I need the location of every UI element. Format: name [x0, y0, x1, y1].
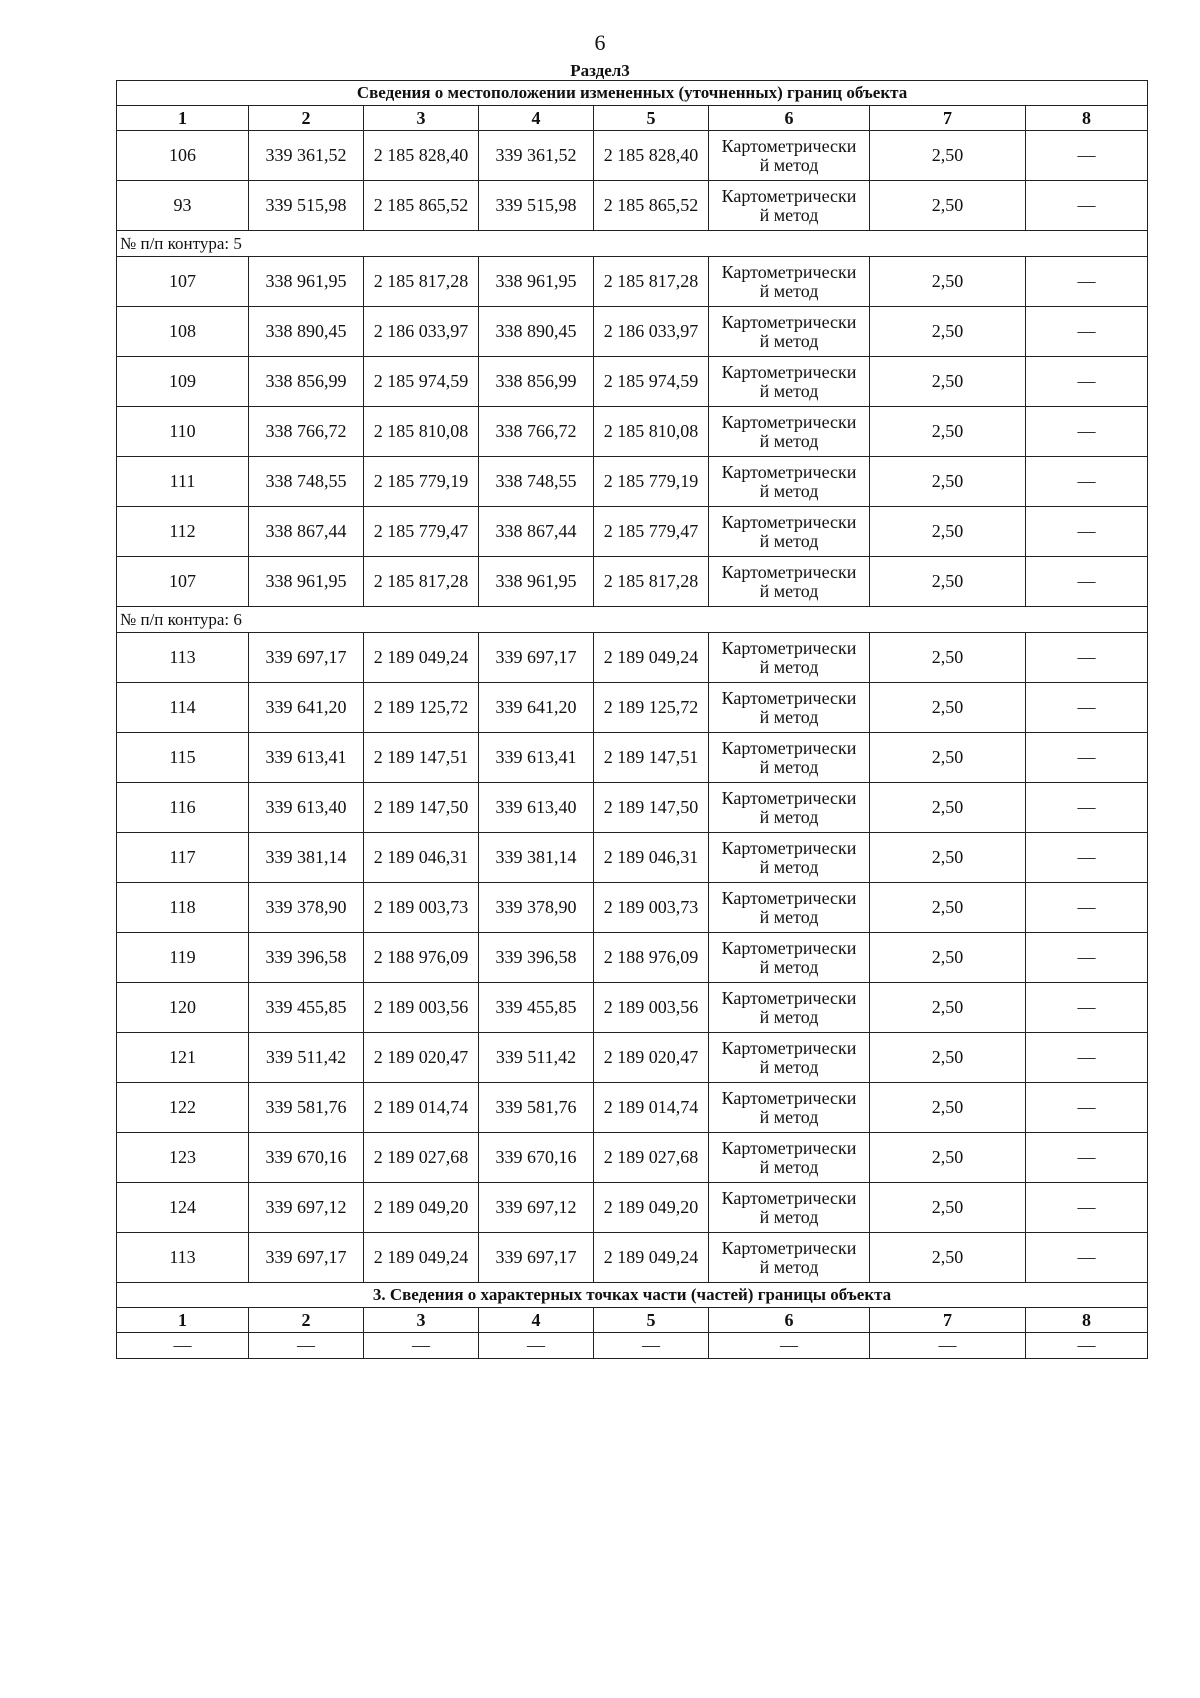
method-line: й метод: [759, 480, 819, 501]
table-cell: 122: [117, 1083, 249, 1133]
table-cell: 2 189 014,74: [594, 1083, 709, 1133]
method-line: й метод: [759, 530, 819, 551]
accuracy-cell: 2,50: [870, 307, 1026, 357]
method-cell: [709, 307, 870, 357]
column-header: 8: [1026, 1308, 1148, 1333]
method-cell: [709, 833, 870, 883]
contour-label: № п/п контура: 5: [117, 231, 1148, 257]
accuracy-cell: 2,50: [870, 633, 1026, 683]
table-row: [117, 507, 1148, 557]
table3-header-row: [117, 1308, 1148, 1333]
method-line: Картометрически: [721, 261, 857, 282]
method-line: й метод: [759, 204, 819, 225]
table-cell: 339 697,17: [249, 1233, 364, 1283]
table-cell: 2 185 779,19: [364, 457, 479, 507]
dash-cell: —: [1026, 683, 1148, 733]
method-line: Картометрически: [721, 937, 857, 958]
table-cell: 123: [117, 1133, 249, 1183]
table-cell: 339 581,76: [479, 1083, 594, 1133]
table-cell: 2 185 817,28: [364, 557, 479, 607]
table-cell: 338 748,55: [479, 457, 594, 507]
method-line: Картометрически: [721, 637, 857, 658]
table-row: [117, 357, 1148, 407]
table-cell: 121: [117, 1033, 249, 1083]
method-line: й метод: [759, 280, 819, 301]
accuracy-cell: 2,50: [870, 1183, 1026, 1233]
method-cell: [709, 181, 870, 231]
table-cell: 2 185 779,47: [364, 507, 479, 557]
accuracy-cell: 2,50: [870, 833, 1026, 883]
table-cell: 112: [117, 507, 249, 557]
table-cell: 339 361,52: [479, 131, 594, 181]
method-line: Картометрически: [721, 185, 857, 206]
table-cell: 115: [117, 733, 249, 783]
table3-caption: 3. Сведения о характерных точках части (частей) границы объекта: [117, 1283, 1148, 1308]
accuracy-cell: 2,50: [870, 733, 1026, 783]
table-cell: 339 697,17: [249, 633, 364, 683]
dash-cell: —: [1026, 783, 1148, 833]
accuracy-cell: 2,50: [870, 683, 1026, 733]
method-line: й метод: [759, 380, 819, 401]
table-cell: 2 189 147,50: [364, 783, 479, 833]
accuracy-cell: 2,50: [870, 407, 1026, 457]
table-row: [117, 257, 1148, 307]
method-line: й метод: [759, 956, 819, 977]
method-line: Картометрически: [721, 1187, 857, 1208]
page-number: 6: [594, 30, 606, 55]
table-cell: 2 185 779,19: [594, 457, 709, 507]
table-cell: 339 515,98: [479, 181, 594, 231]
column-header: 5: [594, 106, 709, 131]
table-cell: 339 396,58: [249, 933, 364, 983]
dash-cell: —: [249, 1333, 364, 1359]
table-cell: 2 185 810,08: [594, 407, 709, 457]
method-cell: [709, 357, 870, 407]
accuracy-cell: 2,50: [870, 1233, 1026, 1283]
table-cell: 119: [117, 933, 249, 983]
dash-cell: —: [1026, 507, 1148, 557]
table-cell: 338 748,55: [249, 457, 364, 507]
dash-cell: —: [1026, 1033, 1148, 1083]
table-cell: 2 188 976,09: [594, 933, 709, 983]
table-cell: 339 396,58: [479, 933, 594, 983]
dash-cell: —: [364, 1333, 479, 1359]
coordinates-table: [116, 80, 1148, 1359]
dash-cell: —: [870, 1333, 1026, 1359]
table-cell: 2 189 049,20: [594, 1183, 709, 1233]
column-header: 7: [870, 106, 1026, 131]
table-cell: 338 961,95: [479, 257, 594, 307]
method-line: й метод: [759, 330, 819, 351]
accuracy-cell: 2,50: [870, 1083, 1026, 1133]
table-cell: 338 961,95: [479, 557, 594, 607]
table-row: [117, 1233, 1148, 1283]
table-row: [117, 933, 1148, 983]
table-cell: 339 511,42: [479, 1033, 594, 1083]
table-cell: 2 189 049,24: [364, 1233, 479, 1283]
dash-cell: —: [1026, 1233, 1148, 1283]
table-cell: 93: [117, 181, 249, 231]
table-cell: 2 189 049,24: [594, 633, 709, 683]
table-cell: 339 641,20: [249, 683, 364, 733]
column-header: 5: [594, 1308, 709, 1333]
table-cell: 2 189 020,47: [364, 1033, 479, 1083]
dash-cell: —: [1026, 131, 1148, 181]
method-line: Картометрически: [721, 1237, 857, 1258]
method-line: Картометрически: [721, 411, 857, 432]
table-cell: 2 189 003,56: [594, 983, 709, 1033]
method-cell: [709, 1133, 870, 1183]
table-row: [117, 633, 1148, 683]
section-title: Раздел3: [570, 61, 630, 80]
table-cell: 338 867,44: [479, 507, 594, 557]
table-cell: 2 189 020,47: [594, 1033, 709, 1083]
accuracy-cell: 2,50: [870, 883, 1026, 933]
method-line: Картометрически: [721, 361, 857, 382]
table-cell: 339 641,20: [479, 683, 594, 733]
table-cell: 2 189 027,68: [364, 1133, 479, 1183]
table-cell: 108: [117, 307, 249, 357]
column-header: 2: [249, 106, 364, 131]
table-row: [117, 733, 1148, 783]
table-cell: 2 189 046,31: [594, 833, 709, 883]
table-cell: 111: [117, 457, 249, 507]
table-row: [117, 307, 1148, 357]
table-cell: 2 189 147,51: [364, 733, 479, 783]
column-header: 4: [479, 106, 594, 131]
dash-cell: —: [1026, 557, 1148, 607]
accuracy-cell: 2,50: [870, 181, 1026, 231]
table-row: [117, 1133, 1148, 1183]
method-line: й метод: [759, 856, 819, 877]
method-line: й метод: [759, 806, 819, 827]
table-cell: 338 890,45: [479, 307, 594, 357]
table-row: [117, 407, 1148, 457]
table-row: [117, 181, 1148, 231]
method-line: й метод: [759, 906, 819, 927]
table-cell: 339 697,17: [479, 1233, 594, 1283]
method-line: Картометрически: [721, 1037, 857, 1058]
accuracy-cell: 2,50: [870, 933, 1026, 983]
method-line: й метод: [759, 1156, 819, 1177]
table-row: [117, 983, 1148, 1033]
column-header: 3: [364, 106, 479, 131]
table-cell: 120: [117, 983, 249, 1033]
contour-label: № п/п контура: 6: [117, 607, 1148, 633]
method-line: Картометрически: [721, 987, 857, 1008]
dash-cell: —: [1026, 407, 1148, 457]
contour-row: [117, 607, 1148, 633]
method-cell: [709, 131, 870, 181]
method-cell: [709, 1033, 870, 1083]
table-cell: 2 189 147,50: [594, 783, 709, 833]
table-cell: 2 185 817,28: [594, 557, 709, 607]
table-cell: 338 856,99: [479, 357, 594, 407]
table-cell: 107: [117, 557, 249, 607]
column-header: 2: [249, 1308, 364, 1333]
method-line: й метод: [759, 430, 819, 451]
table-cell: 2 189 014,74: [364, 1083, 479, 1133]
accuracy-cell: 2,50: [870, 357, 1026, 407]
table-cell: 2 185 779,47: [594, 507, 709, 557]
table-cell: 339 455,85: [249, 983, 364, 1033]
dash-cell: —: [1026, 883, 1148, 933]
dash-cell: —: [117, 1333, 249, 1359]
table-row: [117, 557, 1148, 607]
table-cell: 2 189 147,51: [594, 733, 709, 783]
dash-cell: —: [1026, 1083, 1148, 1133]
method-cell: [709, 457, 870, 507]
table-cell: 339 670,16: [479, 1133, 594, 1183]
accuracy-cell: 2,50: [870, 131, 1026, 181]
coordinates-table-body: [117, 81, 1148, 1359]
method-cell: [709, 733, 870, 783]
table-row: [117, 131, 1148, 181]
method-line: й метод: [759, 1256, 819, 1277]
table-cell: 118: [117, 883, 249, 933]
table-cell: 124: [117, 1183, 249, 1233]
table-cell: 117: [117, 833, 249, 883]
table-cell: 116: [117, 783, 249, 833]
table-cell: 2 185 828,40: [364, 131, 479, 181]
table-header-row: [117, 106, 1148, 131]
method-cell: [709, 507, 870, 557]
dash-cell: —: [1026, 357, 1148, 407]
method-line: Картометрически: [721, 461, 857, 482]
table-caption-row: [117, 81, 1148, 106]
dash-cell: —: [1026, 457, 1148, 507]
dash-cell: —: [594, 1333, 709, 1359]
table-cell: 114: [117, 683, 249, 733]
method-line: Картометрически: [721, 787, 857, 808]
table-cell: 339 511,42: [249, 1033, 364, 1083]
accuracy-cell: 2,50: [870, 983, 1026, 1033]
table-cell: 339 581,76: [249, 1083, 364, 1133]
dash-cell: —: [1026, 633, 1148, 683]
column-header: 8: [1026, 106, 1148, 131]
table-cell: 2 185 974,59: [594, 357, 709, 407]
table-cell: 2 189 049,24: [364, 633, 479, 683]
table3-caption-row: [117, 1283, 1148, 1308]
method-cell: [709, 557, 870, 607]
column-header: 6: [709, 1308, 870, 1333]
dash-cell: —: [1026, 1133, 1148, 1183]
table-cell: 339 670,16: [249, 1133, 364, 1183]
column-header: 7: [870, 1308, 1026, 1333]
accuracy-cell: 2,50: [870, 557, 1026, 607]
table-cell: 2 189 003,73: [364, 883, 479, 933]
contour-row: [117, 231, 1148, 257]
table-cell: 107: [117, 257, 249, 307]
dash-cell: —: [1026, 1333, 1148, 1359]
table-cell: 2 186 033,97: [364, 307, 479, 357]
table3-empty-row: [117, 1333, 1148, 1359]
method-line: й метод: [759, 1106, 819, 1127]
table-cell: 339 697,17: [479, 633, 594, 683]
table-cell: 339 361,52: [249, 131, 364, 181]
table-row: [117, 883, 1148, 933]
table-cell: 339 381,14: [249, 833, 364, 883]
dash-cell: —: [1026, 181, 1148, 231]
dash-cell: —: [1026, 1183, 1148, 1233]
table-cell: 339 455,85: [479, 983, 594, 1033]
method-cell: [709, 1183, 870, 1233]
table-cell: 339 381,14: [479, 833, 594, 883]
method-line: й метод: [759, 756, 819, 777]
accuracy-cell: 2,50: [870, 507, 1026, 557]
method-line: Картометрически: [721, 887, 857, 908]
method-cell: [709, 1233, 870, 1283]
table-cell: 339 378,90: [479, 883, 594, 933]
method-cell: [709, 883, 870, 933]
dash-cell: —: [1026, 257, 1148, 307]
table-cell: 339 378,90: [249, 883, 364, 933]
dash-cell: —: [479, 1333, 594, 1359]
method-line: й метод: [759, 656, 819, 677]
method-line: й метод: [759, 154, 819, 175]
method-line: Картометрически: [721, 135, 857, 156]
dash-cell: —: [1026, 733, 1148, 783]
table-cell: 106: [117, 131, 249, 181]
table-caption: Сведения о местоположении измененных (уточненных) границ объекта: [117, 81, 1148, 106]
method-cell: [709, 783, 870, 833]
table-cell: 338 766,72: [479, 407, 594, 457]
accuracy-cell: 2,50: [870, 783, 1026, 833]
dash-cell: —: [1026, 933, 1148, 983]
table-cell: 338 961,95: [249, 257, 364, 307]
dash-cell: —: [709, 1333, 870, 1359]
table-cell: 109: [117, 357, 249, 407]
table-cell: 113: [117, 633, 249, 683]
accuracy-cell: 2,50: [870, 457, 1026, 507]
dash-cell: —: [1026, 983, 1148, 1033]
table-cell: 339 697,12: [479, 1183, 594, 1233]
column-header: 4: [479, 1308, 594, 1333]
method-line: Картометрически: [721, 1137, 857, 1158]
table-cell: 2 189 027,68: [594, 1133, 709, 1183]
table-cell: 339 515,98: [249, 181, 364, 231]
method-line: Картометрически: [721, 511, 857, 532]
table-cell: 2 189 049,24: [594, 1233, 709, 1283]
method-line: Картометрически: [721, 687, 857, 708]
method-line: Картометрически: [721, 737, 857, 758]
method-cell: [709, 407, 870, 457]
table-row: [117, 683, 1148, 733]
table-row: [117, 1183, 1148, 1233]
column-header: 6: [709, 106, 870, 131]
method-cell: [709, 633, 870, 683]
table-cell: 339 613,41: [249, 733, 364, 783]
table-row: [117, 457, 1148, 507]
table-cell: 338 961,95: [249, 557, 364, 607]
table-cell: 2 185 828,40: [594, 131, 709, 181]
table-cell: 2 185 974,59: [364, 357, 479, 407]
table-cell: 2 185 865,52: [364, 181, 479, 231]
table-row: [117, 1033, 1148, 1083]
table-cell: 2 185 810,08: [364, 407, 479, 457]
table-cell: 338 867,44: [249, 507, 364, 557]
table-cell: 2 185 817,28: [364, 257, 479, 307]
table-cell: 2 188 976,09: [364, 933, 479, 983]
method-cell: [709, 257, 870, 307]
table-cell: 338 766,72: [249, 407, 364, 457]
method-line: Картометрически: [721, 561, 857, 582]
table-cell: 2 189 003,56: [364, 983, 479, 1033]
table-row: [117, 833, 1148, 883]
table-cell: 2 189 125,72: [364, 683, 479, 733]
method-cell: [709, 683, 870, 733]
table-cell: 339 613,40: [249, 783, 364, 833]
table-row: [117, 1083, 1148, 1133]
table-cell: 2 189 003,73: [594, 883, 709, 933]
table-cell: 110: [117, 407, 249, 457]
method-line: й метод: [759, 1006, 819, 1027]
method-cell: [709, 933, 870, 983]
table-cell: 339 613,41: [479, 733, 594, 783]
table-cell: 2 186 033,97: [594, 307, 709, 357]
table-cell: 338 856,99: [249, 357, 364, 407]
table-cell: 2 185 817,28: [594, 257, 709, 307]
column-header: 3: [364, 1308, 479, 1333]
accuracy-cell: 2,50: [870, 1033, 1026, 1083]
column-header: 1: [117, 106, 249, 131]
method-line: й метод: [759, 580, 819, 601]
column-header: 1: [117, 1308, 249, 1333]
table-row: [117, 783, 1148, 833]
table-cell: 339 697,12: [249, 1183, 364, 1233]
dash-cell: —: [1026, 307, 1148, 357]
method-line: Картометрически: [721, 837, 857, 858]
table-cell: 339 613,40: [479, 783, 594, 833]
method-line: Картометрически: [721, 311, 857, 332]
table-cell: 2 189 049,20: [364, 1183, 479, 1233]
table-cell: 2 189 046,31: [364, 833, 479, 883]
method-line: й метод: [759, 1056, 819, 1077]
method-line: й метод: [759, 1206, 819, 1227]
table-cell: 2 185 865,52: [594, 181, 709, 231]
table-cell: 113: [117, 1233, 249, 1283]
method-cell: [709, 1083, 870, 1133]
accuracy-cell: 2,50: [870, 257, 1026, 307]
table-cell: 2 189 125,72: [594, 683, 709, 733]
accuracy-cell: 2,50: [870, 1133, 1026, 1183]
method-cell: [709, 983, 870, 1033]
method-line: Картометрически: [721, 1087, 857, 1108]
method-line: й метод: [759, 706, 819, 727]
table-cell: 338 890,45: [249, 307, 364, 357]
dash-cell: —: [1026, 833, 1148, 883]
